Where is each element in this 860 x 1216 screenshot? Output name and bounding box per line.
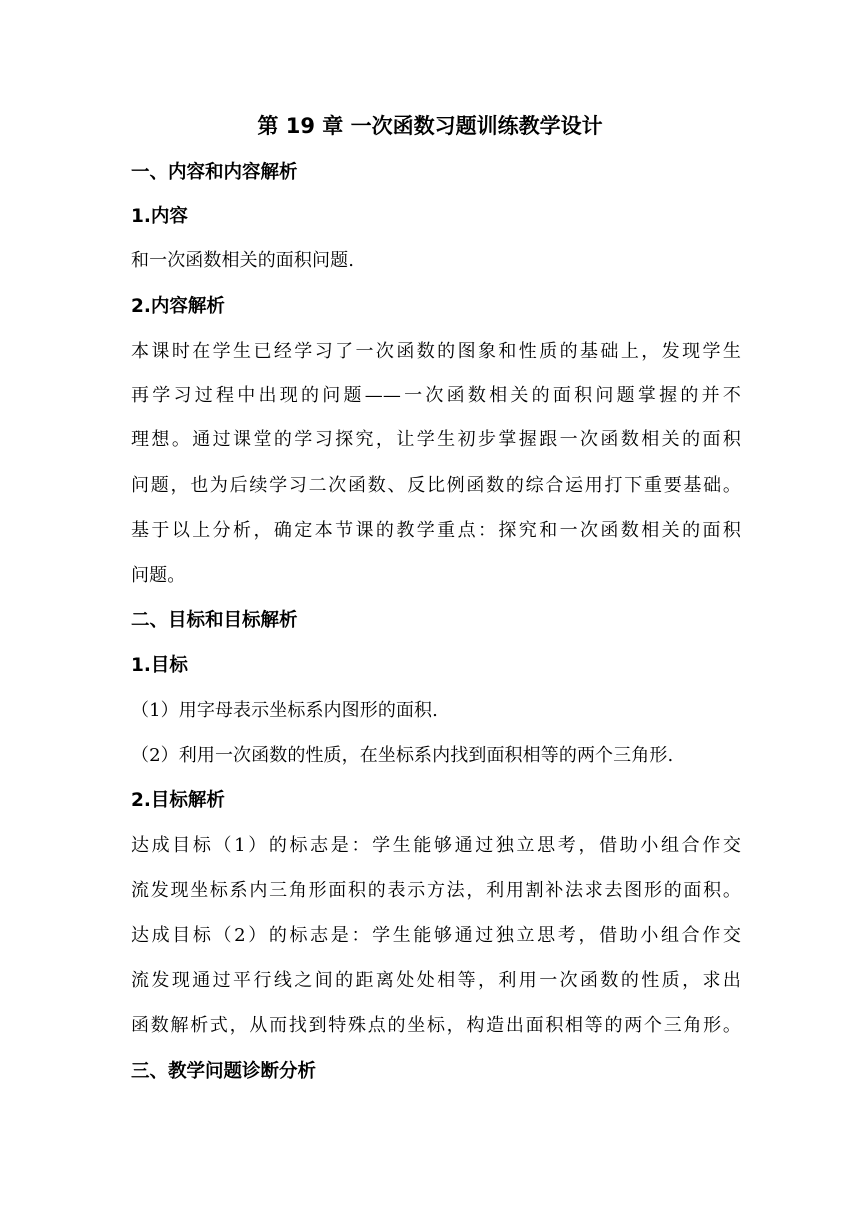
- paragraph-line: 问题。: [131, 565, 186, 586]
- section-heading-diagnosis: 三、教学问题诊断分析: [131, 1061, 317, 1082]
- paragraph-line: 流发现通过平行线之间的距离处处相等，利用一次函数的性质，求出: [131, 970, 741, 991]
- paragraph-line: 本课时在学生已经学习了一次函数的图象和性质的基础上，发现学生: [131, 341, 741, 362]
- paragraph-line: 达成目标（1）的标志是：学生能够通过独立思考，借助小组合作交: [131, 835, 741, 856]
- paragraph-line: 函数解析式，从而找到特殊点的坐标，构造出面积相等的两个三角形。: [131, 1015, 741, 1036]
- goal-item-2: （2）利用一次函数的性质，在坐标系内找到面积相等的两个三角形.: [131, 745, 674, 766]
- paragraph-line: 问题，也为后续学习二次函数、反比例函数的综合运用打下重要基础。: [131, 475, 741, 496]
- paragraph-line: 理想。通过课堂的学习探究，让学生初步掌握跟一次函数相关的面积: [131, 429, 741, 450]
- paragraph-line: 达成目标（2）的标志是：学生能够通过独立思考，借助小组合作交: [131, 925, 741, 946]
- goal-item-1: （1）用字母表示坐标系内图形的面积.: [131, 700, 438, 721]
- paragraph-line: 流发现坐标系内三角形面积的表示方法，利用割补法求去图形的面积。: [131, 880, 741, 901]
- section-heading-content: 一、内容和内容解析: [131, 162, 298, 183]
- paragraph-line: 基于以上分析，确定本节课的教学重点：探究和一次函数相关的面积: [131, 520, 741, 541]
- subheading-content-analysis: 2.内容解析: [131, 296, 225, 317]
- paragraph-line: 再学习过程中出现的问题——一次函数相关的面积问题掌握的并不: [131, 385, 741, 406]
- subheading-goals-analysis: 2.目标解析: [131, 790, 225, 811]
- paragraph-line: 和一次函数相关的面积问题.: [131, 250, 355, 271]
- document-title: 第 19 章 一次函数习题训练教学设计: [257, 114, 603, 138]
- subheading-goals: 1.目标: [131, 655, 188, 676]
- section-heading-goals: 二、目标和目标解析: [131, 610, 298, 631]
- subheading-content: 1.内容: [131, 206, 188, 227]
